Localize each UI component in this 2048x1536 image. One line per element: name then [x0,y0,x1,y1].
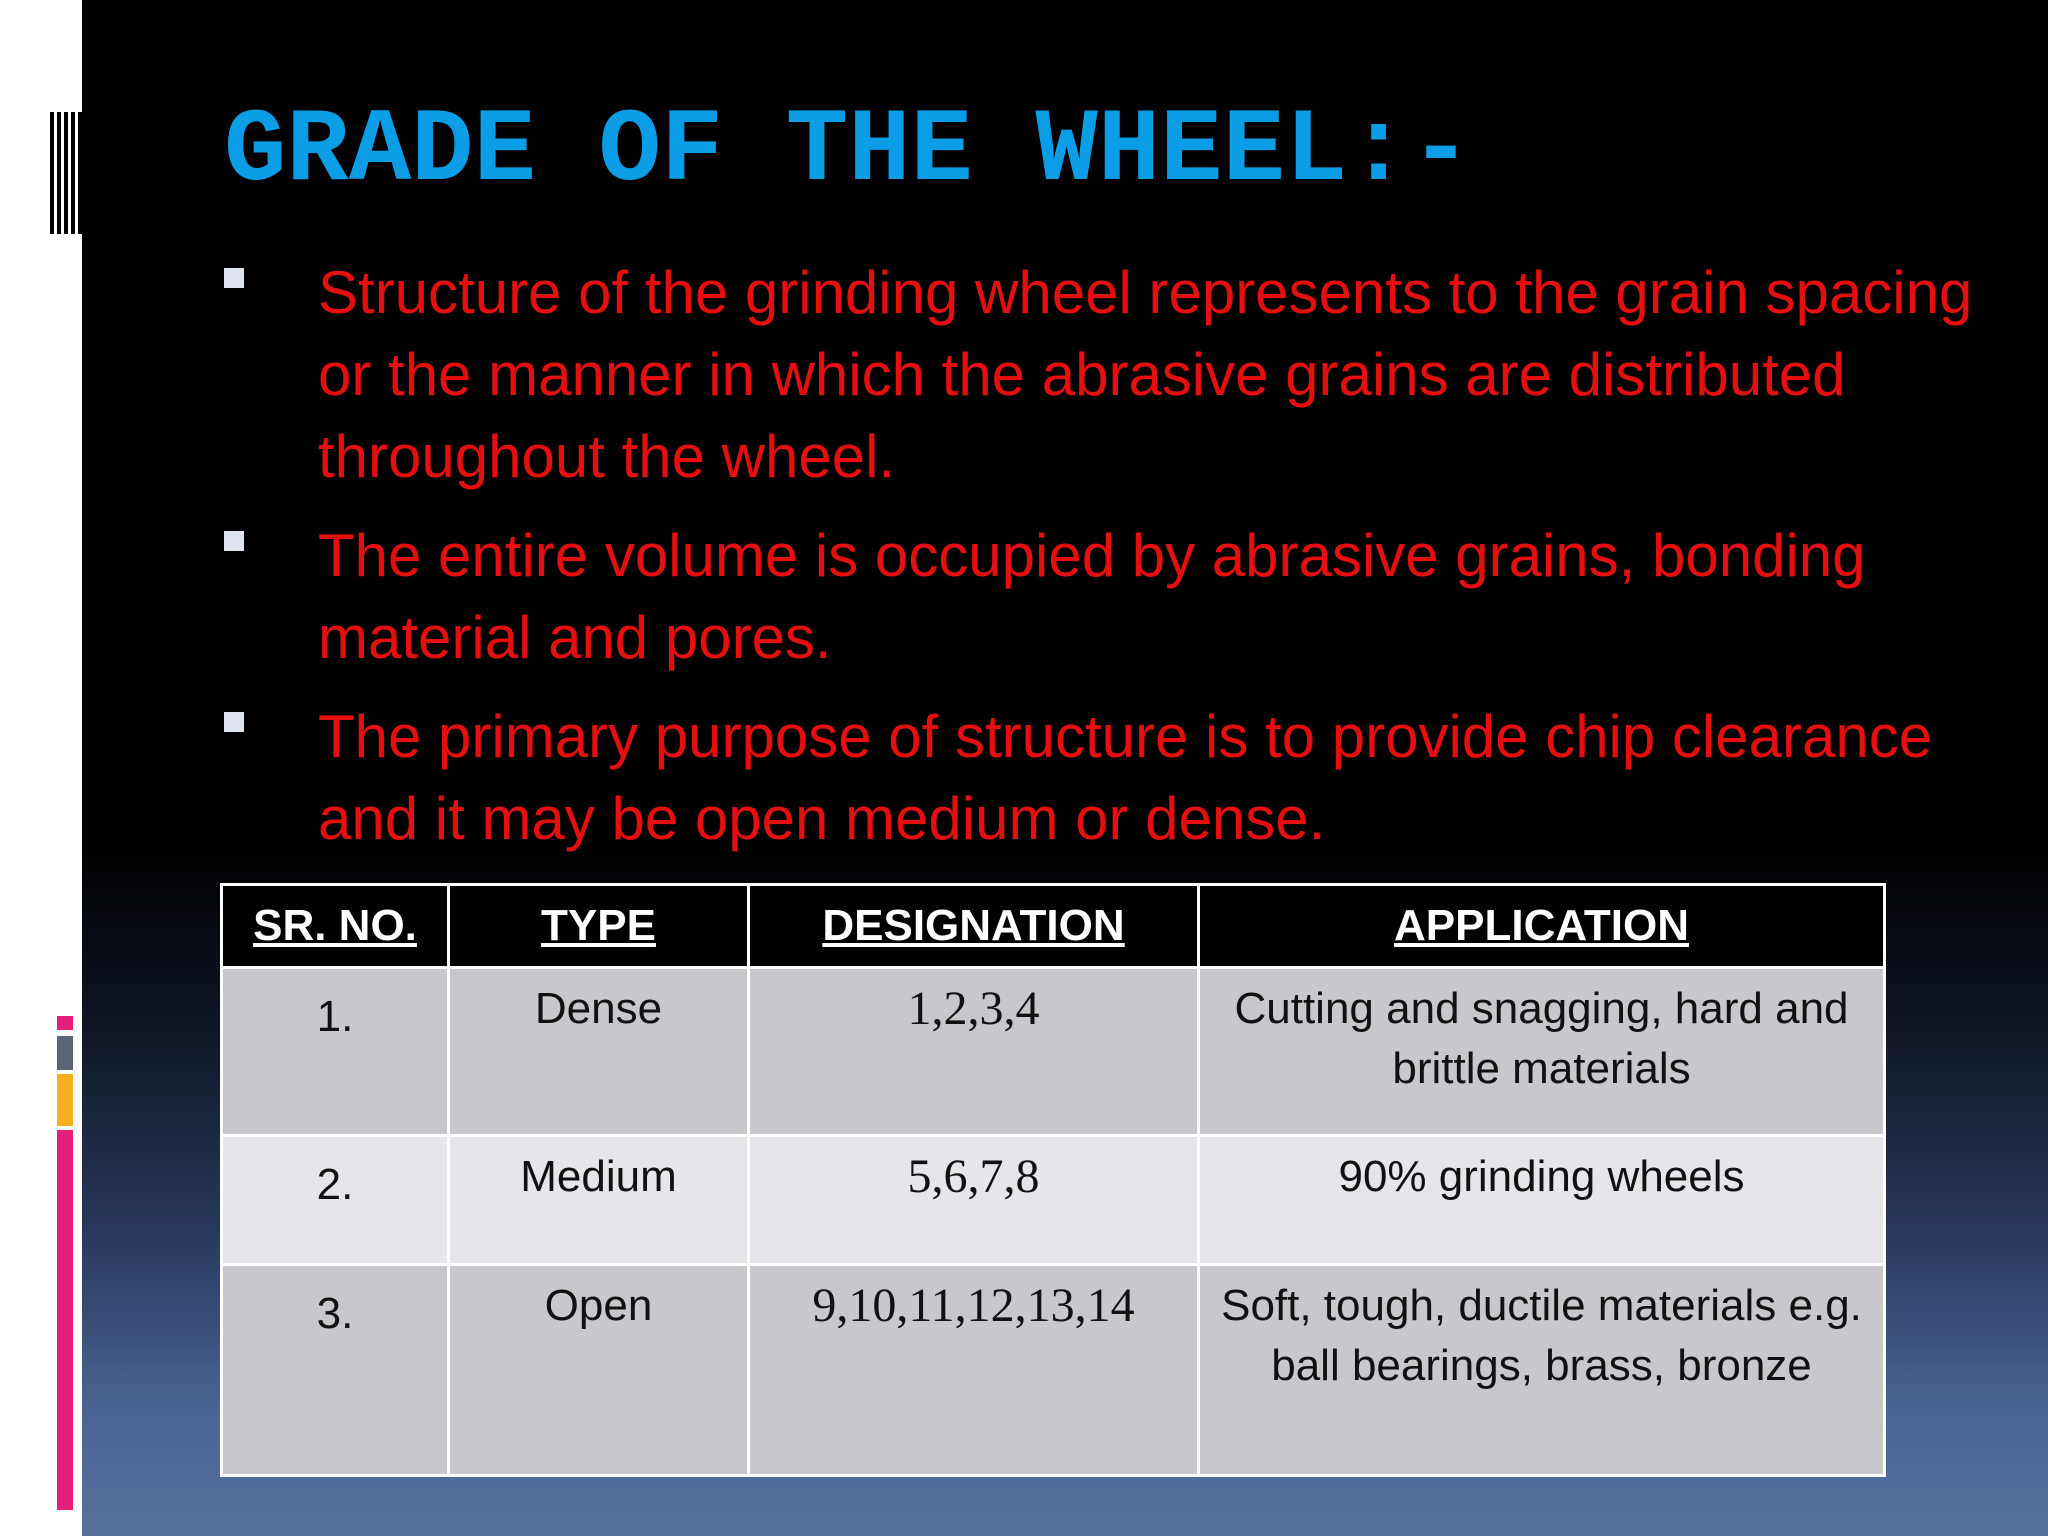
left-decoration-strip [0,0,82,1536]
bullet-text: Structure of the grinding wheel represents to the grain spacing or the manner in which the abrasive grains are distributed throughout the wheel. [318,259,1973,490]
bullet-list [224,252,1984,877]
cell-type: Open [449,1265,749,1476]
structure-table [220,883,1886,1477]
cell-application: Soft, tough, ductile materials e.g. ball bearings, brass, bronze [1199,1265,1885,1476]
accent-bar-pink-long [57,1130,73,1510]
table-row [222,1265,1885,1476]
bullet-item [224,696,1984,860]
bullet-text: The entire volume is occupied by abrasive grains, bonding material and pores. [318,522,1866,671]
header-sr-no: SR. NO. [222,885,449,968]
cell-designation: 1,2,3,4 [749,968,1199,1136]
cell-designation: 5,6,7,8 [749,1136,1199,1265]
header-designation: DESIGNATION [749,885,1199,968]
header-application: APPLICATION [1199,885,1885,968]
bullet-text: The primary purpose of structure is to provide chip clearance and it may be open medium or dense. [318,703,1933,852]
slide-title: GRADE OF THE WHEEL:- [224,93,1473,211]
square-bullet-icon [224,712,244,732]
header-type: TYPE [449,885,749,968]
accent-bar-gray [57,1036,73,1070]
cell-type: Medium [449,1136,749,1265]
table-row [222,968,1885,1136]
bullet-item [224,252,1984,498]
square-bullet-icon [224,268,244,288]
accent-bar-yellow [57,1074,73,1126]
cell-sr-no: 3. [222,1265,449,1476]
square-bullet-icon [224,531,244,551]
cell-sr-no: 2. [222,1136,449,1265]
cell-application: 90% grinding wheels [1199,1136,1885,1265]
cell-sr-no: 1. [222,968,449,1136]
table-row [222,1136,1885,1265]
vertical-bars-icon [50,112,82,234]
cell-designation: 9,10,11,12,13,14 [749,1265,1199,1476]
accent-bar-pink-top [57,1016,73,1030]
cell-application: Cutting and snagging, hard and brittle materials [1199,968,1885,1136]
bullet-item [224,515,1984,679]
cell-type: Dense [449,968,749,1136]
table-header-row [222,885,1885,968]
